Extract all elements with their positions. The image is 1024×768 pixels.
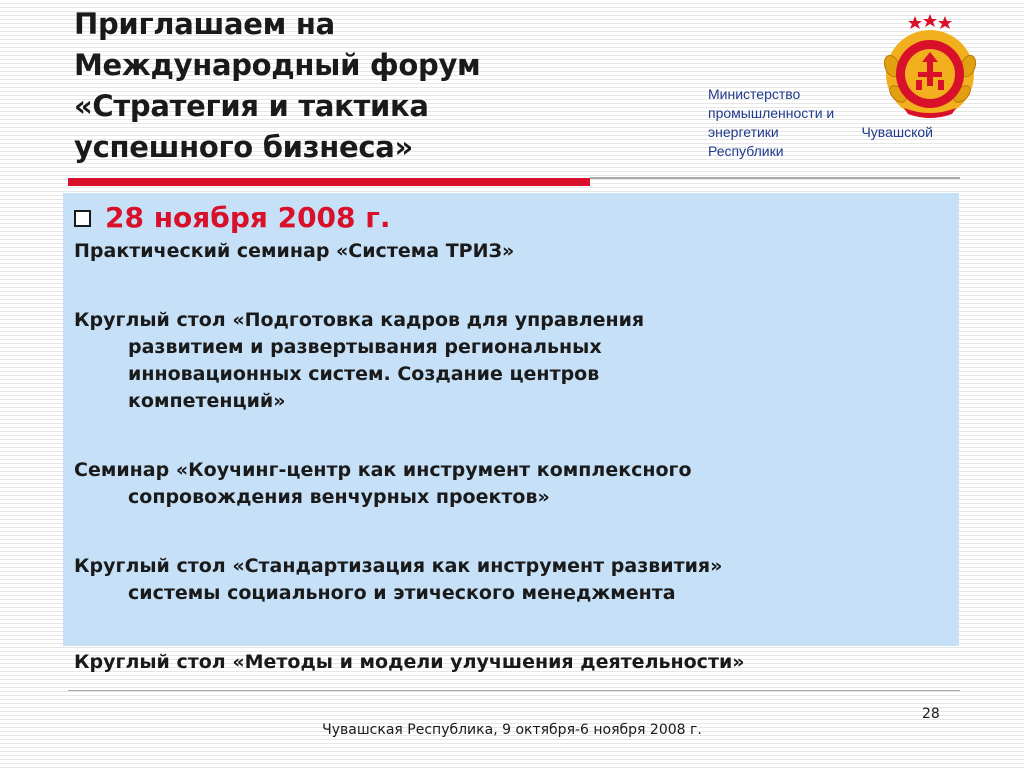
event-item — [74, 649, 964, 676]
title-line-2: Международный форум — [74, 48, 481, 82]
event-item — [74, 553, 964, 607]
square-bullet-icon — [74, 210, 91, 227]
title-line-1: Приглашаем на — [74, 7, 335, 41]
content-body — [74, 198, 964, 676]
event-line: компетенций» — [128, 390, 286, 412]
title-line-3: «Стратегия и тактика — [74, 89, 429, 123]
event-line: Круглый стол «Методы и модели улучшения деятельности» — [74, 651, 745, 673]
ministry-line-2: промышленности и — [708, 105, 835, 121]
title-line-4: успешного бизнеса» — [74, 130, 413, 164]
chuvash-republic-coat-of-arms-icon — [878, 14, 982, 120]
event-date: 28 ноября 2008 г. — [105, 200, 391, 234]
event-line: развитием и развертывания региональных — [128, 336, 602, 358]
ministry-line-3a: энергетики — [708, 124, 779, 140]
date-bullet — [74, 198, 964, 236]
slide-title — [74, 4, 594, 168]
ministry-line-4: Республики — [708, 143, 784, 159]
event-line: Круглый стол «Стандартизация как инструмент развития» — [74, 555, 723, 577]
title-underline-grey-line — [590, 177, 960, 179]
title-underline-red-bar — [68, 178, 590, 186]
ministry-line-1: Министерство — [708, 86, 801, 102]
footer-divider — [68, 690, 960, 691]
event-item — [74, 457, 964, 511]
event-line: Семинар «Коучинг-центр как инструмент комплексного — [74, 459, 692, 481]
event-item — [74, 307, 964, 415]
event-line: Круглый стол «Подготовка кадров для управления — [74, 309, 645, 331]
page-number: 28 — [922, 706, 940, 722]
event-line: Практический семинар «Система ТРИЗ» — [74, 240, 515, 262]
footer-text: Чувашская Республика, 9 октября-6 ноября 2008 г. — [322, 722, 702, 738]
event-line: системы социального и этического менеджмента — [128, 582, 676, 604]
ministry-line-3 — [708, 123, 933, 142]
ministry-line-3b: Чувашской — [861, 124, 933, 140]
event-line: сопровождения венчурных проектов» — [128, 486, 550, 508]
event-item — [74, 238, 964, 265]
event-line: инновационных систем. Создание центров — [128, 363, 600, 385]
